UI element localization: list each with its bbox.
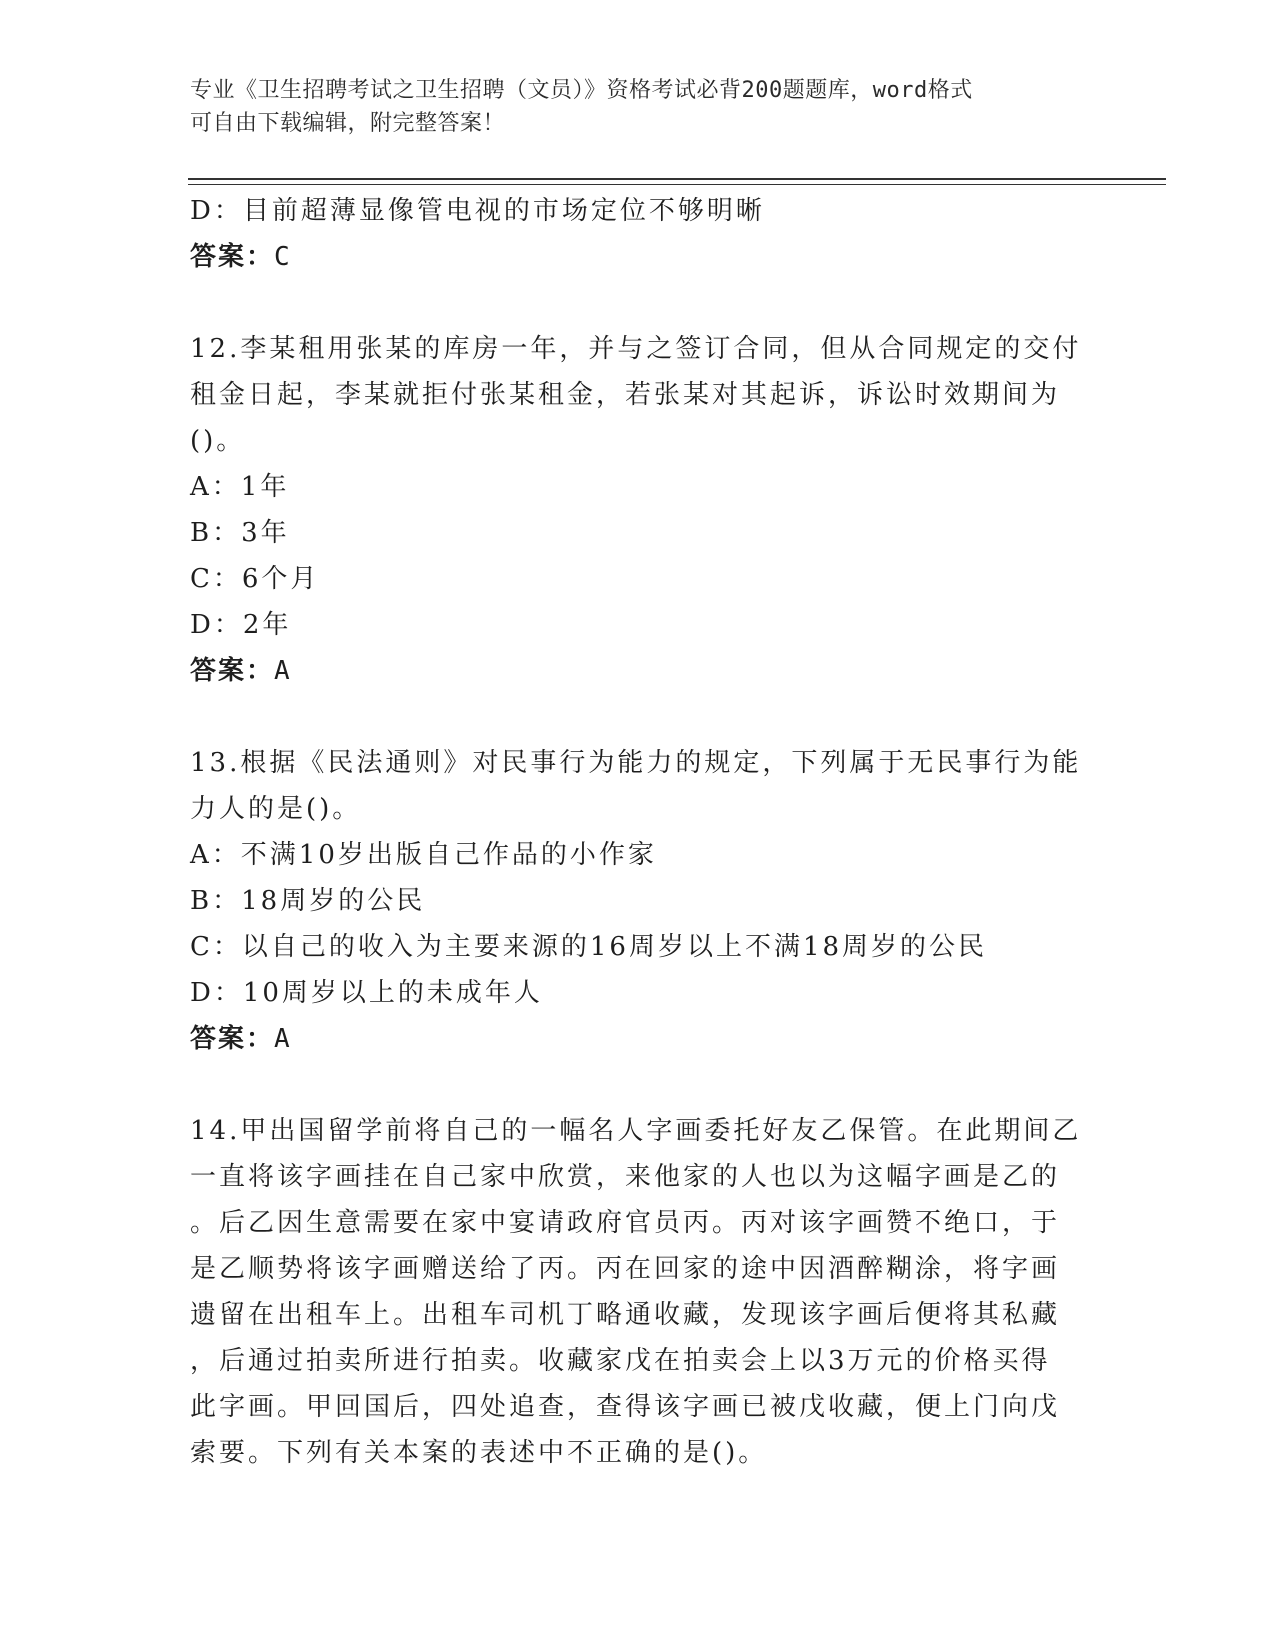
answer-label: 答案： xyxy=(190,656,275,686)
prev-answer xyxy=(190,234,1090,280)
question-stem-line: 是乙顺势将该字画赠送给了丙。丙在回家的途中因酒醉糊涂，将字画 xyxy=(190,1254,1061,1284)
prev-option-d: D：目前超薄显像管电视的市场定位不够明晰 xyxy=(190,196,765,226)
question-stem-line: 一直将该字画挂在自己家中欣赏，来他家的人也以为这幅字画是乙的 xyxy=(190,1162,1061,1192)
question-stem-line: 此字画。甲回国后，四处追查，查得该字画已被戊收藏，便上门向戊 xyxy=(190,1392,1061,1422)
document-header xyxy=(190,74,1070,140)
option-d: D：10周岁以上的未成年人 xyxy=(190,978,543,1008)
option-a: A：不满10岁出版自己作品的小作家 xyxy=(190,840,657,870)
header-line-1: 专业《卫生招聘考试之卫生招聘（文员）》资格考试必背200题题库，word格式 xyxy=(190,78,973,103)
question-stem-line: 。后乙因生意需要在家中宴请政府官员丙。丙对该字画赞不绝口，于 xyxy=(190,1208,1061,1238)
spacer xyxy=(190,1062,1090,1108)
question-stem-line: 遗留在出租车上。出租车司机丁略通收藏，发现该字画后便将其私藏 xyxy=(190,1300,1061,1330)
question-13 xyxy=(190,740,1090,1062)
question-stem-line: 力人的是()。 xyxy=(190,794,362,824)
question-stem-line: ()。 xyxy=(190,426,246,456)
question-stem-line: 租金日起，李某就拒付张某租金，若张某对其起诉，诉讼时效期间为 xyxy=(190,380,1061,410)
answer-label: 答案： xyxy=(190,1024,275,1054)
option-b: B：18周岁的公民 xyxy=(190,886,426,916)
question-stem-line: ，后通过拍卖所进行拍卖。收藏家戊在拍卖会上以3万元的价格买得 xyxy=(190,1346,1051,1376)
question-14 xyxy=(190,1108,1090,1476)
question-stem-line: 索要。下列有关本案的表述中不正确的是()。 xyxy=(190,1438,768,1468)
header-line-2: 可自由下载编辑，附完整答案！ xyxy=(190,111,506,136)
option-c: C：以自己的收入为主要来源的16周岁以上不满18周岁的公民 xyxy=(190,932,988,962)
header-divider-thick xyxy=(188,178,1166,180)
answer-value: A xyxy=(274,1024,292,1054)
question-12 xyxy=(190,326,1090,694)
question-content xyxy=(190,188,1090,1476)
answer-value: A xyxy=(274,656,292,686)
spacer xyxy=(190,280,1090,326)
answer xyxy=(190,1016,1090,1062)
header-divider-thin xyxy=(188,184,1166,185)
option-b: B：3年 xyxy=(190,518,290,548)
question-stem-line: 14.甲出国留学前将自己的一幅名人字画委托好友乙保管。在此期间乙 xyxy=(190,1116,1082,1146)
answer-value: C xyxy=(274,242,292,272)
question-stem-line: 12.李某租用张某的库房一年，并与之签订合同，但从合同规定的交付 xyxy=(190,334,1082,364)
option-a: A：1年 xyxy=(190,472,290,502)
option-d: D：2年 xyxy=(190,610,292,640)
spacer xyxy=(190,694,1090,740)
option-c: C：6个月 xyxy=(190,564,320,594)
answer-label: 答案： xyxy=(190,242,275,272)
answer xyxy=(190,648,1090,694)
question-stem-line: 13.根据《民法通则》对民事行为能力的规定，下列属于无民事行为能 xyxy=(190,748,1082,778)
